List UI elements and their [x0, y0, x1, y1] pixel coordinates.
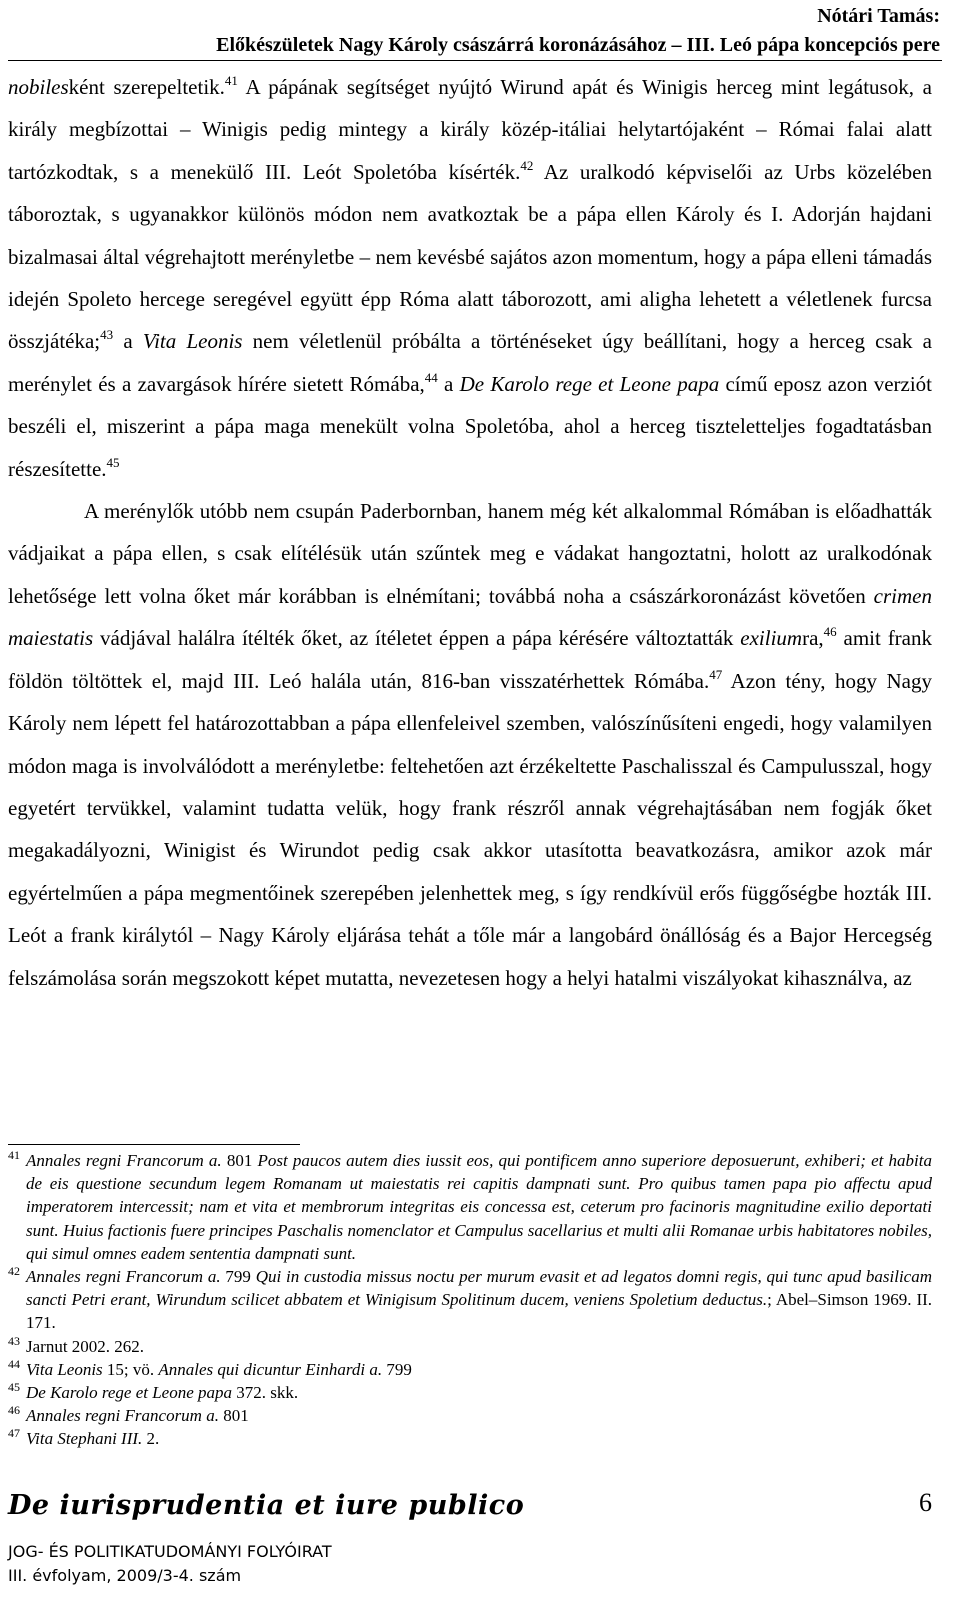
text-run: a — [437, 371, 460, 396]
italic-text: Annales qui dicuntur Einhardi a. — [158, 1359, 383, 1379]
italic-text: exilium — [740, 626, 803, 651]
italic-text: Annales regni Francorum a. — [26, 1151, 222, 1170]
text-run: 2. — [142, 1429, 160, 1449]
footnote-reference: 47 — [709, 666, 723, 682]
italic-text: crimen maiestatis — [8, 583, 932, 651]
main-text — [8, 66, 932, 999]
text-run: 372. skk. — [232, 1383, 299, 1403]
italic-text: Vita Stephani III. — [26, 1429, 143, 1449]
italic-text: Qui in custodia missus noctu per murum evasit et ad legatos domni regis, qui tunc apud basilicam sancti Petri erant, Wirundum scilicet abbatem et Winigisum Spolitinum ducem, veniens Spoletium deductus. — [26, 1267, 933, 1310]
text-run: vádjával halálra ítélték őket, az ítéletet éppen a pápa kérésére változtatták — [93, 626, 741, 651]
header-author: Nótári Tamás: — [817, 5, 940, 27]
text-run: ; Abel–Simson 1969. II. 171. — [26, 1290, 933, 1333]
journal-title: De iurisprudentia et iure publico — [8, 1490, 525, 1521]
journal-subtitle: JOG- ÉS POLITIKATUDOMÁNYI FOLYÓIRAT — [8, 1542, 332, 1561]
footnote: $^{47}$ Vita Stephani III. 2. — [8, 1426, 160, 1449]
paragraph — [8, 490, 932, 999]
text-run: A pápának segítséget nyújtó Wirund apát és Winigis herceg mint legátusok, a király megbízottai – Winigis pedig mintegy a király közép-itáliai helytartójaként – Római falai alatt tartózkodtak, s a menekülő III. Leót Spoletóba kísérték. — [8, 75, 932, 184]
text-run: nem véletlenül próbálta a történéseket úgy beállítani, hogy a herceg csak a merénylet és a zavargások hírére sietett Rómába, — [8, 329, 932, 396]
italic-text: nobiles — [8, 75, 69, 99]
text-run: című eposz azon verziót beszéli el, miszerint a pápa maga menekült volna Spoletóba, ahol a herceg tiszteletteljes fogadtatásban részesítette. — [8, 371, 933, 481]
text-run: Jarnut 2002. 262. — [26, 1336, 145, 1356]
footnote: $^{46}$ Annales regni Francorum a. 801 — [8, 1403, 249, 1426]
text-run: 15; vö. — [102, 1359, 159, 1379]
page-footer — [8, 1484, 932, 1604]
footnote: $^{45}$ De Karolo rege et Leone papa 372. skk. — [8, 1380, 299, 1403]
footnote-divider — [8, 1144, 300, 1145]
text-run: Az uralkodó képviselői az Urbs közelében táboroztak, s ugyanakkor különös módon nem avatkoztak be a pápa ellen Károly és I. Adorján hajdani bizalmasai által végrehajtott merényletbe – nem kevésbé sajátos azon momentum, hogy a pápa elleni támadás idején Spoleto hercege seregével együtt épp Róma alatt táborozott, ami aligha lehetett a véletlenek furcsa összjátéka; — [8, 159, 932, 354]
italic-text: De Karolo rege et Leone papa — [459, 371, 720, 396]
italic-text: De Karolo rege et Leone papa — [26, 1383, 233, 1403]
running-header — [10, 2, 940, 60]
footnote: $^{41}$ Annales regni Francorum a. 801 Post paucos autem dies iussit eos, qui pontificem anno superiore deposuerunt, exhiberi; et habita de eis questione secundum legem Romanam ut maiestatis rei capitis dampnati sunt. Pro quibus tamen papa pio affectu apud imperatorem intercessit; nam et vita et membrorum integritas eis concessa est, ceterum pro facinoris magnitudine exilio deportati sunt. Huius factionis fuere principes Paschalis nomenclator et Campulus sacellarius et multi alii Romanae urbis habitatores nobiles, qui simul omnes eadem sententia dampnati sunt. — [8, 1148, 932, 1263]
paragraph — [8, 66, 932, 490]
text-run: A merénylők utóbb nem csupán Paderbornban, hanem még két alkalommal Rómában is előadhatták vádjaikat a pápa ellen, s csak elítélésük után szűntek meg e vádakat hangoztatni, holott az uralkodónak lehetősége lett volna őket már korábban is elnémítani; továbbá noha a császárkoronázást követően — [8, 499, 932, 608]
footnote-reference: 43 — [100, 327, 114, 343]
text-run: 801 — [218, 1406, 249, 1426]
italic-text: Post paucos autem dies iussit eos, qui pontificem anno superiore deposuerunt, exhiberi; et habita de eis questione secundum legem Romanam ut maiestatis rei capitis dampnati sunt. Pro quibus tamen papa pio affectu apud imperatorem intercessit; nam et vita et membrorum integritas eis concessa est, ceterum pro facinoris magnitudine exilio deportati sunt. Huius factionis fuere principes Paschalis nomenclator et Campulus sacellarius et multi alii Romanae urbis habitatores nobiles, qui simul omnes eadem sententia dampnati sunt. — [26, 1151, 932, 1263]
text-run: a — [113, 329, 143, 354]
text-run: ként szerepeltetik. — [68, 75, 225, 99]
header-divider — [8, 60, 942, 61]
italic-text: Annales regni Francorum a. — [26, 1406, 219, 1426]
italic-text: Vita Leonis — [26, 1359, 103, 1379]
footnote-reference: 45 — [106, 454, 120, 470]
footnotes — [8, 1149, 932, 1451]
footnote-reference: 46 — [823, 624, 837, 640]
text-run: 799 — [220, 1267, 256, 1287]
text-run: 801 — [221, 1151, 258, 1170]
text-run: Azon tény, hogy Nagy Károly nem lépett fel határozottabban a pápa ellenfeleivel szemben, valószínűsíteni engedi, hogy valamilyen módon maga is involválódott a merényletbe: feltehetően azt érzékeltette Paschalisszal és Campulusszal, hogy egyetért tervükkel, valamint tudatta velük, hogy frank részről annak végrehajtásában nem fogják őket megakadályozni, Winigist és Wirundot pedig csak akkor utasította beavatkozásra, amikor azok már egyértelműen a pápa megmentőinek szerepében jelenhettek meg, s így rendkívül erős függőségbe hozták III. Leót a frank királytól – Nagy Károly eljárása tehát a tőle már a langobárd önállóság és a Bajor Hercegség felszámolása során megszokott képet mutatta, nevezetesen hogy a helyi hatalmi viszályokat kihasználva, az — [8, 668, 932, 990]
journal-volume: III. évfolyam, 2009/3-4. szám — [8, 1566, 242, 1585]
italic-text: Vita Leonis — [142, 329, 243, 354]
page-number: 6 — [919, 1488, 932, 1517]
italic-text: Annales regni Francorum a. — [26, 1267, 221, 1287]
text-run: amit frank földön töltöttek el, majd III. Leó halála után, 816-ban visszatérhettek Rómába. — [8, 626, 932, 693]
footnote-reference: 42 — [520, 157, 534, 173]
footnote-reference: 41 — [224, 73, 238, 88]
header-title: Előkészületek Nagy Károly császárrá koronázásához – III. Leó pápa koncepciós pere — [216, 34, 940, 56]
footnote-reference: 44 — [424, 369, 438, 385]
footnote: $^{43}$ Jarnut 2002. 262. — [8, 1333, 145, 1356]
footnote: $^{44}$ Vita Leonis 15; vö. Annales qui dicuntur Einhardi a. 799 — [8, 1356, 412, 1379]
text-run: ra, — [802, 626, 824, 651]
text-run: 799 — [382, 1359, 412, 1379]
footnote: $^{42}$ Annales regni Francorum a. 799 Qui in custodia missus noctu per murum evasit et ad legatos domni regis, qui tunc apud basilicam sancti Petri erant, Wirundum scilicet abbatem et Winigisum Spolitinum ducem, veniens Spoletium deductus.; Abel–Simson 1969. II. 171. — [8, 1264, 933, 1333]
